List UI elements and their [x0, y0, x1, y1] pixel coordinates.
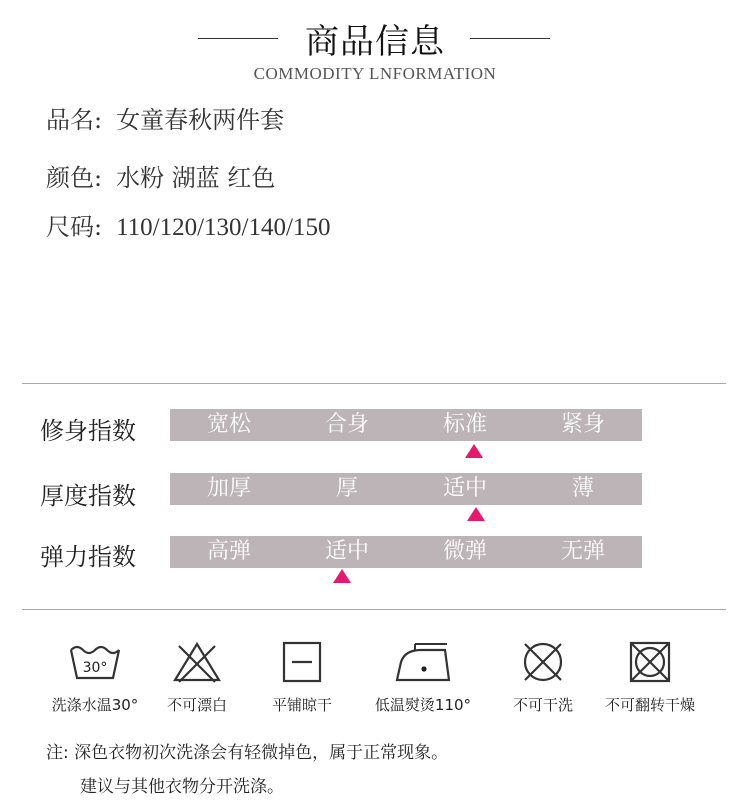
info-name-label: 品名:	[46, 106, 103, 134]
info-color-value: 水粉 湖蓝 红色	[116, 164, 276, 192]
care-no-dryclean	[488, 640, 598, 715]
info-size-value: 110/120/130/140/150	[116, 214, 331, 241]
care-iron-low	[368, 640, 478, 715]
thickness-option: 薄	[571, 476, 594, 501]
info-color-row	[46, 158, 275, 193]
thickness-index-label: 厚度指数	[40, 482, 136, 510]
title-rule-right	[470, 38, 550, 39]
care-note-continued: 建议与其他衣物分开洗涤。	[80, 777, 284, 797]
care-note: 注: 深色衣物初次洗涤会有轻微掉色，属于正常现象。	[46, 743, 449, 763]
care-caption: 洗涤水温30°	[51, 696, 139, 714]
care-dry-flat	[247, 640, 357, 715]
care-no-bleach	[142, 640, 252, 715]
no-bleach-icon	[169, 640, 225, 684]
elasticity-option: 适中	[324, 539, 369, 564]
info-color-label: 颜色:	[46, 164, 103, 192]
elasticity-index-bar	[170, 536, 642, 568]
info-name-value: 女童春秋两件套	[116, 106, 285, 134]
care-caption: 不可漂白	[166, 696, 227, 714]
elasticity-option: 高弹	[206, 539, 251, 564]
care-wash-30	[40, 640, 150, 715]
thickness-option: 厚	[335, 476, 358, 501]
info-name-row	[46, 100, 284, 135]
elasticity-index-label: 弹力指数	[40, 543, 136, 571]
care-caption: 平铺晾干	[271, 696, 332, 714]
page-subtitle: COMMODITY LNFORMATION	[253, 64, 497, 83]
care-no-tumble-dry	[590, 640, 710, 715]
fit-option: 合身	[324, 412, 369, 437]
wash-30-icon	[67, 640, 123, 684]
fit-index-bar	[170, 409, 642, 441]
thickness-option: 加厚	[206, 476, 251, 501]
elasticity-option: 无弹	[560, 539, 605, 564]
info-size-label: 尺码:	[46, 213, 103, 241]
care-caption: 不可翻转干燥	[604, 696, 695, 714]
fit-option: 标准	[442, 412, 487, 437]
thickness-option: 适中	[442, 476, 487, 501]
thickness-marker-icon	[467, 507, 485, 521]
care-caption: 不可干洗	[512, 696, 573, 714]
fit-option: 紧身	[560, 412, 605, 437]
info-size-row	[46, 207, 330, 242]
no-tumble-dry-icon	[622, 640, 678, 684]
divider-top	[22, 383, 726, 384]
wash-temp-label: 30°	[82, 660, 108, 676]
thickness-index-bar	[170, 473, 642, 505]
page-title: 商品信息	[305, 22, 445, 62]
fit-marker-icon	[465, 444, 483, 458]
iron-low-icon	[391, 640, 455, 684]
fit-option: 宽松	[206, 412, 251, 437]
dry-flat-icon	[274, 640, 330, 684]
fit-index-label: 修身指数	[40, 417, 136, 445]
care-caption: 低温熨烫110°	[374, 696, 472, 714]
divider-bottom	[22, 609, 726, 610]
no-dryclean-icon	[515, 640, 571, 684]
elasticity-option: 微弹	[442, 539, 487, 564]
elasticity-marker-icon	[333, 569, 351, 583]
